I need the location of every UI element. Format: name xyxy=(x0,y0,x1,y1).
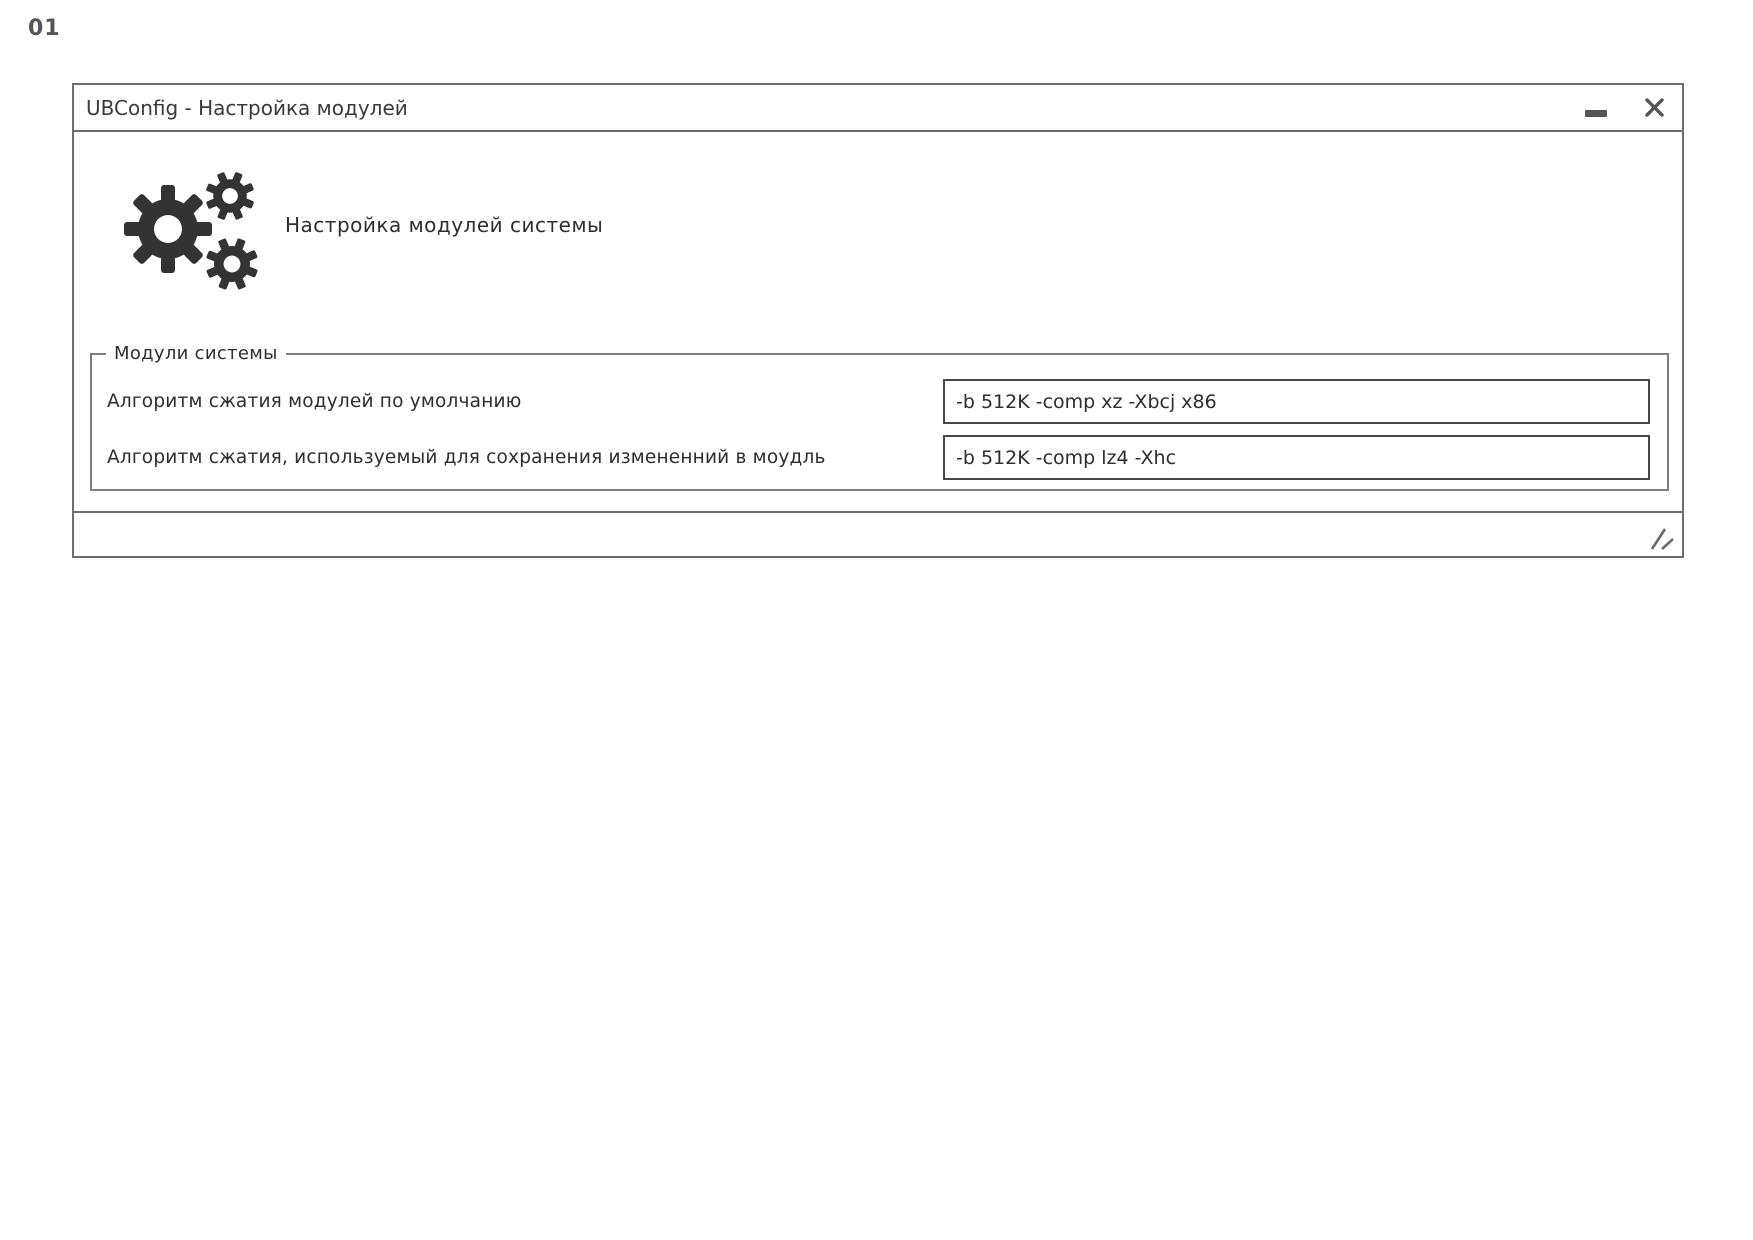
page-number-label: 01 xyxy=(28,16,61,41)
resize-grip-icon[interactable] xyxy=(1648,526,1676,552)
default-compression-input[interactable] xyxy=(943,379,1650,424)
save-compression-input[interactable] xyxy=(943,435,1650,480)
minimize-icon xyxy=(1585,110,1607,117)
close-button[interactable] xyxy=(1642,96,1666,120)
titlebar[interactable] xyxy=(74,85,1682,132)
page-heading: Настройка модулей системы xyxy=(285,213,604,237)
app-window xyxy=(72,83,1684,558)
save-compression-label: Алгоритм сжатия, используемый для сохранения измененний в моудль xyxy=(107,447,826,468)
minimize-button[interactable] xyxy=(1584,95,1608,121)
window-title: UBConfig - Настройка модулей xyxy=(86,95,408,120)
close-icon xyxy=(1643,96,1666,119)
statusbar xyxy=(74,511,1682,556)
default-compression-label: Алгоритм сжатия модулей по умолчанию xyxy=(107,391,522,412)
groupbox-legend: Модули системы xyxy=(114,343,278,364)
gears-icon xyxy=(122,165,264,295)
